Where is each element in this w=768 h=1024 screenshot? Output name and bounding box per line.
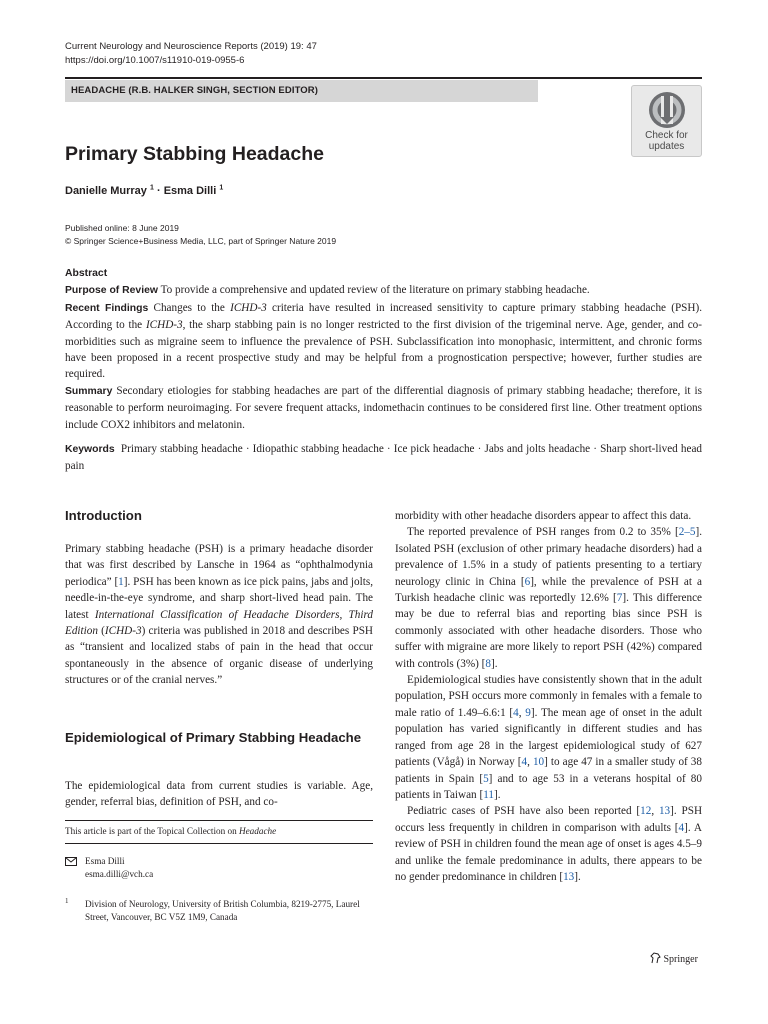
purpose-text: To provide a comprehensive and updated review of the literature on primary stabbing headache. — [160, 284, 590, 297]
affiliation-number: 1 — [65, 897, 69, 905]
findings-text: , the sharp stabbing pain is no longer restricted to the first division of the trigeminal nerve. Age, gender, and co-morbidities such as migraine seem to influence the prevalence of PSH. Subclassification into monophasic, intermittent, and chronic forms have been proposed in a recent prospective study and may be helpful from a prognostication perspective; however, further studies are required. — [65, 319, 703, 381]
intro-paragraph — [65, 541, 373, 689]
check-for-updates-badge[interactable] — [631, 85, 702, 157]
collection-note — [65, 825, 276, 838]
para-text: ]. This difference may be due to referral bias and reporting bias since PSH is commonly associated with other headache disorders. Those who suffer with migraine are more likely to report PSH (42%) compared with controls (3%) [ — [395, 592, 702, 670]
paragraph — [395, 803, 702, 885]
author-separator: · — [156, 185, 161, 197]
correspondence-email[interactable]: esma.dilli@vch.ca — [85, 869, 154, 879]
citation-link[interactable]: 1 — [118, 575, 124, 588]
citation-link[interactable]: 10 — [532, 756, 545, 769]
citation-link[interactable]: 2–5 — [678, 526, 696, 539]
badge-line1: Check for — [645, 130, 688, 141]
para-text: ]. — [574, 870, 581, 883]
badge-line2: updates — [648, 140, 685, 152]
para-text: ] and to age 53 in a veterans hospital of 80 patients in Taiwan [ — [395, 772, 702, 801]
paragraph: morbidity with other headache disorders appear to affect this data. — [395, 510, 692, 522]
published-date: Published online: 8 June 2019 — [65, 223, 179, 233]
keywords-label: Keywords — [65, 444, 115, 455]
page-title: Primary Stabbing Headache — [65, 143, 325, 165]
para-text: ], while the prevalence of PSH at a Turkish headache clinic was reportedly 12.6% [ — [395, 575, 702, 605]
section-bar: HEADACHE (R.B. HALKER SINGH, SECTION EDITOR) — [65, 80, 538, 102]
doi-link[interactable]: https://doi.org/10.1007/s11910-019-0955-6 — [65, 55, 245, 66]
para-text: ] to age 47 in a smaller study of 38 patients in Spain [ — [395, 756, 702, 785]
header-rule — [65, 77, 702, 79]
abstract — [65, 265, 702, 433]
summary-label: Summary — [65, 385, 113, 397]
author-name[interactable]: Danielle Murray — [65, 185, 147, 197]
intro-text-italic: International Classification of Headache Disorders, Third Edition — [65, 608, 373, 638]
citation-link[interactable]: 4 — [513, 706, 519, 719]
para-text: , — [518, 706, 526, 719]
footnote-divider — [65, 843, 373, 844]
journal-citation: Current Neurology and Neuroscience Reports (2019) 19: 47 — [65, 41, 317, 52]
para-text: , — [651, 805, 659, 818]
intro-text: ) criteria was published in 2018 and describes PSH as “transient and localized stabs of pain in the head that occur spontaneously in the absence of organic disease of underlying structures or of the cranial nerves.” — [65, 625, 373, 687]
citation-link[interactable]: 4 — [678, 821, 685, 834]
intro-text: Primary stabbing headache (PSH) is a primary headache disorder that was first described by Lansche in 1964 as “ophthalmodynia periodica” [ — [65, 543, 373, 588]
footnote-divider — [65, 820, 373, 821]
author-affil: 1 — [149, 184, 154, 192]
epi-paragraph: The epidemiological data from current studies is variable. Age, gender, referral bias, definition of PSH, and co- — [65, 780, 373, 809]
correspondence-name: Esma Dilli — [85, 856, 125, 866]
intro-heading: Introduction — [65, 508, 142, 523]
citation-link[interactable]: 9 — [525, 706, 531, 719]
findings-text: criteria have resulted in increased sensitivity to capture primary stabbing headache (PSH). According to the — [65, 301, 703, 332]
intro-text: ( — [101, 625, 105, 638]
para-text: ]. PSH occurs less frequently in children in comparison with adults [ — [395, 805, 703, 834]
para-text: The reported prevalence of PSH ranges from 0.2 to 35% [ — [407, 526, 679, 539]
copyright: © Springer Science+Business Media, LLC, part of Springer Nature 2019 — [65, 236, 337, 246]
envelope-icon — [65, 857, 77, 866]
purpose-label: Purpose of Review — [65, 285, 158, 297]
para-text: ]. A review of PSH in children found the mean age of onset is ages 4.5–9 and unlike the female predominance in adults, there appears to be no gender predominance in children [ — [395, 821, 703, 883]
para-text: ]. — [493, 788, 501, 801]
abstract-heading: Abstract — [65, 268, 108, 279]
citation-link[interactable]: 6 — [524, 575, 531, 588]
para-text: ]. — [491, 657, 498, 670]
paragraph — [395, 672, 702, 803]
collection-note-topic: Headache — [238, 826, 277, 836]
intro-text-italic: ICHD-3 — [104, 625, 142, 638]
paragraph — [395, 524, 702, 672]
citation-link[interactable]: 5 — [483, 772, 489, 785]
findings-ichd: ICHD-3 — [145, 319, 183, 332]
citation-link[interactable]: 11 — [483, 788, 494, 801]
para-text: ]. Isolated PSH (exclusion of other primary headache disorders) had a prevalence of 1.5% in a study of patients presenting to a tertiary neurology clinic in China [ — [395, 526, 702, 588]
findings-label: Recent Findings — [65, 302, 149, 314]
springer-horse-icon — [650, 952, 661, 964]
citation-link[interactable]: 13 — [563, 870, 575, 883]
citation-link[interactable]: 4 — [521, 756, 528, 769]
summary-text: Secondary etiologies for stabbing headaches are part of the differential diagnosis of primary stabbing headache; therefore, it is reasonable to perform neuroimaging. For severe frequent attacks, indomethacin continues to be considered first line. Other treatment options include COX2 inhibitors and melatonin. — [65, 384, 702, 431]
author-affil: 1 — [219, 184, 224, 192]
author-list — [65, 184, 223, 198]
keywords — [65, 441, 702, 475]
citation-link[interactable]: 7 — [616, 592, 623, 605]
keywords-text: Primary stabbing headache · Idiopathic stabbing headache · Ice pick headache · Jabs and jolts headache · Sharp short-lived head pain — [65, 443, 703, 473]
epi-heading: Epidemiological of Primary Stabbing Headache — [65, 730, 362, 745]
right-column — [395, 508, 702, 885]
findings-text: Changes to the — [153, 301, 225, 314]
citation-link[interactable]: 8 — [485, 657, 492, 670]
publisher-name: Springer — [663, 954, 698, 965]
findings-ichd: ICHD-3 — [230, 301, 267, 314]
affiliation-text: Division of Neurology, University of British Columbia, 8219-2775, Laurel Street, Vancouver, BC V5Z 1M9, Canada — [85, 899, 360, 922]
crossmark-icon — [647, 90, 687, 130]
citation-link[interactable]: 12 — [640, 805, 652, 818]
collection-note-text: This article is part of the Topical Collection on — [65, 826, 237, 836]
intro-text: ]. PSH has been known as ice pick pains, jabs and jolts, needle-in-the-eye syndrome, and sharp short-lived head pain. The latest — [65, 575, 373, 621]
author-name[interactable]: Esma Dilli — [163, 185, 217, 197]
para-text: ]. The mean age of onset in the adult population has varied significantly in different studies and has ranged from age 28 in the largest epidemiological study of 627 patients (Vågå) in Norway [ — [395, 706, 702, 769]
para-text: Pediatric cases of PSH have also been reported [ — [407, 805, 641, 818]
citation-link[interactable]: 13 — [658, 805, 671, 818]
para-text: , — [527, 756, 533, 769]
publisher-mark — [650, 952, 698, 967]
para-text: Epidemiological studies have consistently shown that in the adult population, PSH occurs more commonly in females with a female to male ratio of 1.49–6.6:1 [ — [395, 674, 702, 719]
